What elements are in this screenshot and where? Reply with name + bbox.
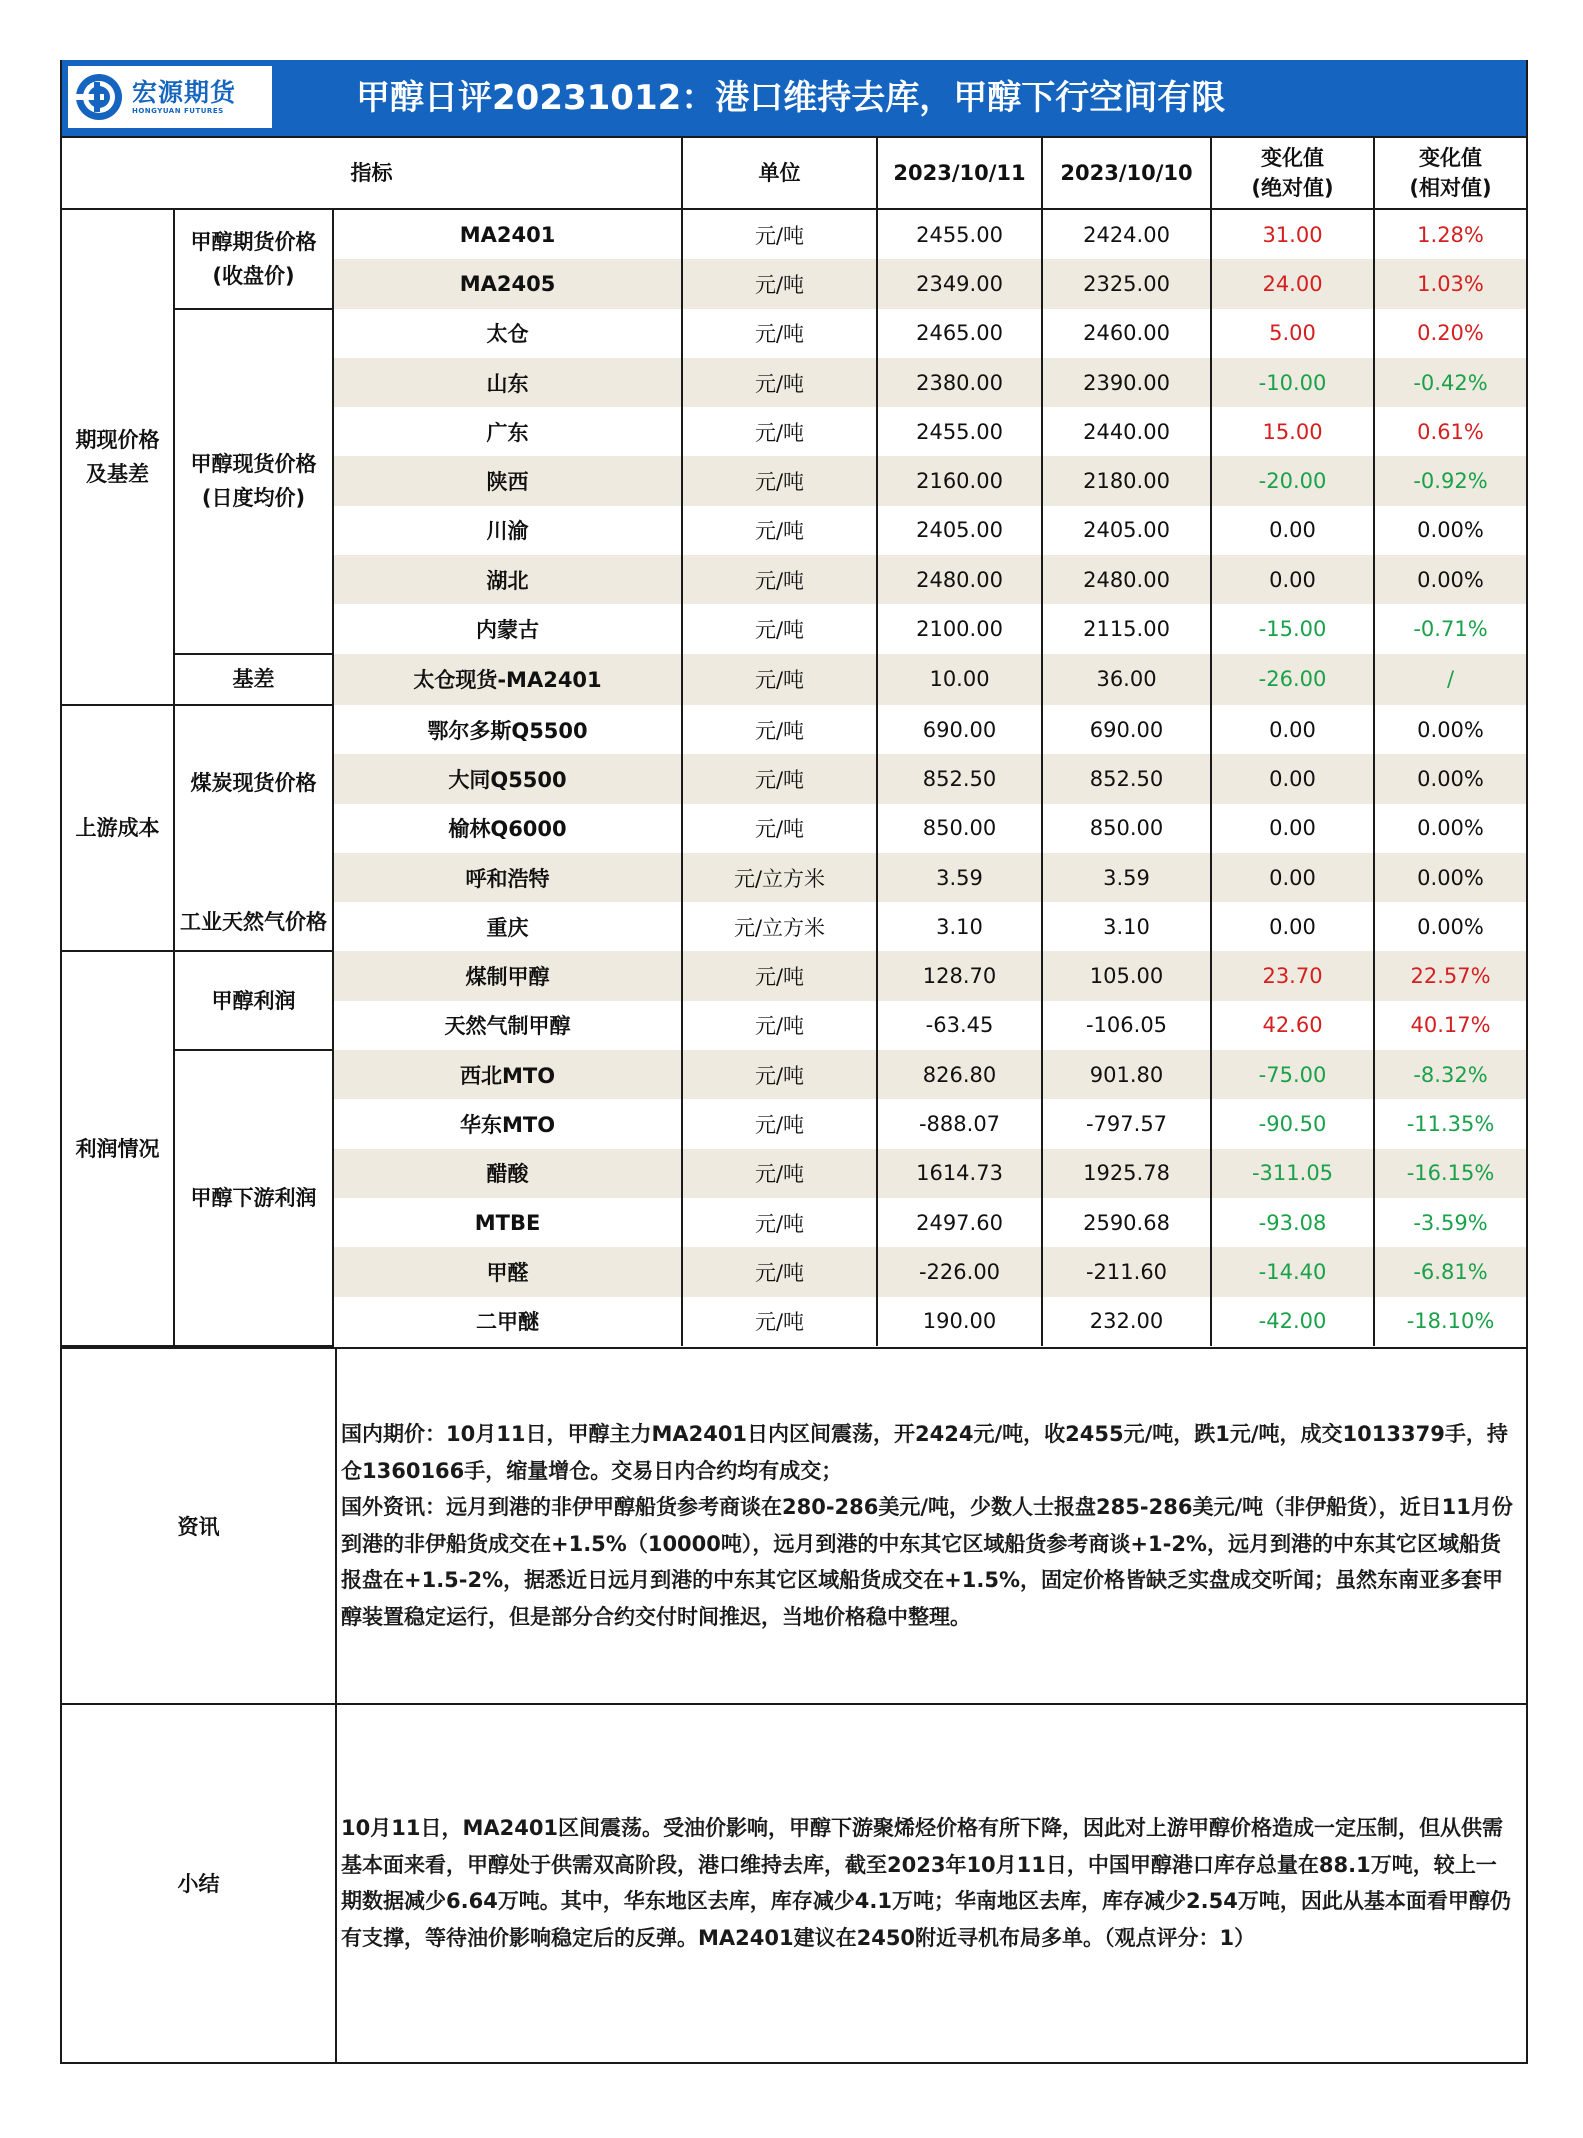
row-change-relative: 0.00% — [1374, 804, 1526, 853]
row-unit-cell: 元/吨 — [682, 951, 877, 1000]
row-change-relative: 0.61% — [1374, 407, 1526, 456]
row-change-absolute: 23.70 — [1211, 951, 1374, 1000]
row-change-absolute: -14.40 — [1211, 1247, 1374, 1296]
row-change-absolute: -93.08 — [1211, 1198, 1374, 1247]
subgroup-cell: 工业天然气价格 — [174, 853, 333, 952]
row-value-previous: 2115.00 — [1042, 604, 1211, 653]
row-value-previous: -106.05 — [1042, 1001, 1211, 1050]
row-name-cell: 太仓现货-MA2401 — [333, 654, 682, 705]
row-value-previous: -211.60 — [1042, 1247, 1211, 1296]
table-header-row — [62, 137, 1526, 209]
row-value-current: 2100.00 — [877, 604, 1042, 653]
column-header-3: 2023/10/10 — [1042, 137, 1211, 209]
row-value-current: 2380.00 — [877, 358, 1042, 407]
row-value-previous: 2590.68 — [1042, 1198, 1211, 1247]
row-name-cell: 华东MTO — [459, 1112, 556, 1137]
row-unit-cell: 元/吨 — [682, 705, 877, 754]
row-change-absolute: 31.00 — [1211, 209, 1374, 259]
row-change-absolute: -311.05 — [1211, 1149, 1374, 1198]
row-unit-cell: 元/立方米 — [682, 853, 877, 902]
row-value-previous: 1925.78 — [1042, 1149, 1211, 1198]
column-header-1: 单位 — [682, 137, 877, 209]
row-change-absolute: 0.00 — [1211, 705, 1374, 754]
row-change-relative: 0.20% — [1374, 309, 1526, 358]
row-unit-cell: 元/吨 — [682, 1099, 877, 1148]
logo-chinese-name: 宏源期货 — [132, 78, 237, 107]
row-value-current: 850.00 — [877, 804, 1042, 853]
row-name-cell: 二甲醚 — [476, 1310, 539, 1335]
subgroup-cell: 甲醇下游利润 — [174, 1050, 333, 1346]
row-change-absolute: 24.00 — [1211, 259, 1374, 308]
row-value-previous: -797.57 — [1042, 1099, 1211, 1148]
report-header — [62, 60, 1526, 136]
summary-text: 10月11日，MA2401区间震荡。受油价影响，甲醇下游聚烯烃价格有所下降，因此对上游甲醇价格造成一定压制，但从供需基本面来看，甲醇处于供需双高阶段，港口维持去库，截至2023年10月11日，中国甲醇港口库存总量在88.1万吨，较上一期数据减少6.64万吨。其中，华东地区去库，库存减少4.1万吨；华南地区去库，库存减少2.54万吨，因此从基本面看甲醇仍有支撑，等待油价影响稳定后的反弹。MA2401建议在2450附近寻机布局多单。（观点评分：1） — [336, 1704, 1526, 2062]
row-value-current: 826.80 — [877, 1050, 1042, 1099]
row-value-current: 2497.60 — [877, 1198, 1042, 1247]
row-change-absolute: 15.00 — [1211, 407, 1374, 456]
row-name-cell: 天然气制甲醇 — [444, 1014, 571, 1039]
row-unit-cell: 元/吨 — [682, 1001, 877, 1050]
row-name-cell: 太仓 — [486, 322, 529, 347]
row-value-current: 128.70 — [877, 951, 1042, 1000]
row-change-relative: 0.00% — [1374, 754, 1526, 803]
row-value-previous: 2325.00 — [1042, 259, 1211, 308]
row-change-relative: 1.28% — [1374, 209, 1526, 259]
row-value-current: 2160.00 — [877, 456, 1042, 505]
row-name-cell: MTBE — [474, 1210, 541, 1235]
row-name-cell: 重庆 — [486, 915, 529, 940]
row-value-previous: 2460.00 — [1042, 309, 1211, 358]
row-unit-cell: 元/吨 — [682, 407, 877, 456]
row-name-cell: 呼和浩特 — [333, 853, 682, 902]
row-value-current: 3.10 — [877, 902, 1042, 951]
row-value-previous: 3.10 — [1042, 902, 1211, 951]
row-change-absolute: 0.00 — [1211, 754, 1374, 803]
row-unit-cell: 元/吨 — [682, 754, 877, 803]
row-change-absolute: -42.00 — [1211, 1297, 1374, 1346]
row-value-current: 852.50 — [877, 754, 1042, 803]
row-name-cell: MA2401 — [459, 222, 556, 247]
row-value-previous: 850.00 — [1042, 804, 1211, 853]
hongyuan-logo-icon — [74, 72, 124, 122]
row-value-current: -226.00 — [877, 1247, 1042, 1296]
subgroup-cell: 甲醇期货价格 (收盘价) — [174, 209, 333, 309]
row-name-cell: 榆林Q6000 — [448, 817, 567, 842]
row-name-cell: 广东 — [486, 420, 529, 445]
table-row — [62, 705, 1526, 754]
row-name-cell: 大同Q5500 — [333, 754, 682, 803]
row-change-absolute: 5.00 — [1211, 309, 1374, 358]
row-change-relative: -0.42% — [1374, 358, 1526, 407]
row-unit-cell: 元/吨 — [682, 555, 877, 604]
row-change-relative: 0.00% — [1374, 506, 1526, 555]
row-value-current: 1614.73 — [877, 1149, 1042, 1198]
row-value-previous: 2424.00 — [1042, 209, 1211, 259]
row-name-cell: 内蒙古 — [476, 618, 539, 643]
indicator-table — [62, 136, 1526, 1347]
report-sheet — [60, 60, 1528, 2064]
row-unit-cell: 元/吨 — [682, 259, 877, 308]
row-name-cell: 西北MTO — [333, 1050, 682, 1099]
row-unit-cell: 元/吨 — [682, 456, 877, 505]
row-value-current: 2405.00 — [877, 506, 1042, 555]
row-name-cell: MA2405 — [333, 259, 682, 308]
company-logo — [68, 66, 272, 128]
row-change-relative: -0.71% — [1374, 604, 1526, 653]
row-name-cell: 醋酸 — [333, 1149, 682, 1198]
row-value-current: 10.00 — [877, 654, 1042, 705]
row-change-absolute: -15.00 — [1211, 604, 1374, 653]
row-unit-cell: 元/吨 — [682, 209, 877, 259]
category-cell: 利润情况 — [62, 951, 174, 1345]
row-change-relative: -8.32% — [1374, 1050, 1526, 1099]
row-name-cell: 湖北 — [333, 555, 682, 604]
category-cell: 期现价格 及基差 — [62, 209, 174, 705]
row-name-cell: 陕西 — [333, 456, 682, 505]
row-change-relative: 22.57% — [1374, 951, 1526, 1000]
category-cell: 上游成本 — [62, 705, 174, 951]
row-value-previous: 36.00 — [1042, 654, 1211, 705]
news-text: 国内期价：10月11日，甲醇主力MA2401日内区间震荡，开2424元/吨，收2455元/吨，跌1元/吨，成交1013379手，持仓1360166手，缩量增仓。交易日内合约均有成交； 国外资讯：远月到港的非伊甲醇船货参考商谈在280-286美元/吨，少数人士报盘285-286美元/吨（非伊船货），近日11月份到港的非伊船货成交在+1.5%（10000吨），远月到港的中东其它区域船货参考商谈+1-2%，远月到港的中东其它区域船货报盘在+1.5-2%，据悉近日远月到港的中东其它区域船货成交在+1.5%，固定价格皆缺乏实盘成交听闻；虽然东南亚多套甲醇装置稳定运行，但是部分合约交付时间推迟，当地价格稳中整理。 — [336, 1348, 1526, 1704]
row-value-previous: 2180.00 — [1042, 456, 1211, 505]
logo-english-name: HONGYUAN FUTURES — [132, 107, 224, 115]
news-label: 资讯 — [62, 1348, 336, 1704]
table-row — [62, 951, 1526, 1000]
row-change-absolute: -75.00 — [1211, 1050, 1374, 1099]
row-change-relative: 1.03% — [1374, 259, 1526, 308]
row-value-previous: 852.50 — [1042, 754, 1211, 803]
row-change-absolute: -26.00 — [1211, 654, 1374, 705]
row-unit-cell: 元/吨 — [682, 1297, 877, 1346]
table-row — [62, 309, 1526, 358]
row-change-absolute: 0.00 — [1211, 853, 1374, 902]
row-value-current: 2465.00 — [877, 309, 1042, 358]
row-change-relative: / — [1374, 654, 1526, 705]
row-change-absolute: 0.00 — [1211, 506, 1374, 555]
table-row — [62, 1050, 1526, 1099]
row-value-current: -63.45 — [877, 1001, 1042, 1050]
row-name-cell: 甲醛 — [333, 1247, 682, 1296]
row-value-previous: 901.80 — [1042, 1050, 1211, 1099]
column-header-4: 变化值 (绝对值) — [1211, 137, 1374, 209]
table-row — [62, 853, 1526, 902]
table-row — [62, 209, 1526, 259]
row-unit-cell: 元/吨 — [682, 604, 877, 653]
row-change-absolute: -20.00 — [1211, 456, 1374, 505]
row-value-current: 2349.00 — [877, 259, 1042, 308]
row-unit-cell: 元/吨 — [682, 654, 877, 705]
row-unit-cell: 元/吨 — [682, 506, 877, 555]
row-value-current: 190.00 — [877, 1297, 1042, 1346]
summary-label: 小结 — [62, 1704, 336, 2062]
row-change-absolute: 0.00 — [1211, 804, 1374, 853]
table-row — [62, 654, 1526, 705]
row-unit-cell: 元/立方米 — [682, 902, 877, 951]
row-unit-cell: 元/吨 — [682, 1198, 877, 1247]
row-change-absolute: -90.50 — [1211, 1099, 1374, 1148]
row-value-previous: 2480.00 — [1042, 555, 1211, 604]
row-change-absolute: 42.60 — [1211, 1001, 1374, 1050]
row-value-previous: 3.59 — [1042, 853, 1211, 902]
row-change-relative: -16.15% — [1374, 1149, 1526, 1198]
row-value-current: -888.07 — [877, 1099, 1042, 1148]
row-change-relative: -0.92% — [1374, 456, 1526, 505]
row-change-relative: -6.81% — [1374, 1247, 1526, 1296]
row-change-relative: 0.00% — [1374, 853, 1526, 902]
commentary-table — [62, 1347, 1526, 2062]
row-change-relative: -11.35% — [1374, 1099, 1526, 1148]
row-name-cell: 煤制甲醇 — [333, 951, 682, 1000]
row-value-previous: 2390.00 — [1042, 358, 1211, 407]
subgroup-cell: 甲醇现货价格 (日度均价) — [174, 309, 333, 654]
column-header-indicator: 指标 — [62, 137, 682, 209]
subgroup-cell: 基差 — [174, 654, 333, 705]
row-change-absolute: 0.00 — [1211, 555, 1374, 604]
row-value-previous: 690.00 — [1042, 705, 1211, 754]
row-value-previous: 2440.00 — [1042, 407, 1211, 456]
row-change-relative: 40.17% — [1374, 1001, 1526, 1050]
row-value-current: 690.00 — [877, 705, 1042, 754]
subgroup-cell: 甲醇利润 — [174, 951, 333, 1050]
row-name-cell: 川渝 — [486, 519, 529, 544]
row-value-previous: 232.00 — [1042, 1297, 1211, 1346]
row-value-current: 2455.00 — [877, 407, 1042, 456]
row-name-cell: 鄂尔多斯Q5500 — [427, 718, 588, 743]
row-unit-cell: 元/吨 — [682, 804, 877, 853]
row-unit-cell: 元/吨 — [682, 358, 877, 407]
row-value-previous: 105.00 — [1042, 951, 1211, 1000]
row-change-relative: 0.00% — [1374, 555, 1526, 604]
row-change-absolute: 0.00 — [1211, 902, 1374, 951]
row-change-absolute: -10.00 — [1211, 358, 1374, 407]
subgroup-cell: 煤炭现货价格 — [174, 705, 333, 853]
row-change-relative: 0.00% — [1374, 902, 1526, 951]
row-change-relative: 0.00% — [1374, 705, 1526, 754]
report-title: 甲醇日评20231012：港口维持去库，甲醇下行空间有限 — [356, 78, 1226, 118]
row-value-previous: 2405.00 — [1042, 506, 1211, 555]
row-name-cell: 山东 — [333, 358, 682, 407]
row-unit-cell: 元/吨 — [682, 1050, 877, 1099]
row-unit-cell: 元/吨 — [682, 1149, 877, 1198]
row-change-relative: -3.59% — [1374, 1198, 1526, 1247]
row-value-current: 3.59 — [877, 853, 1042, 902]
column-header-2: 2023/10/11 — [877, 137, 1042, 209]
row-value-current: 2480.00 — [877, 555, 1042, 604]
column-header-5: 变化值 (相对值) — [1374, 137, 1526, 209]
row-unit-cell: 元/吨 — [682, 309, 877, 358]
row-unit-cell: 元/吨 — [682, 1247, 877, 1296]
row-value-current: 2455.00 — [877, 209, 1042, 259]
row-change-relative: -18.10% — [1374, 1297, 1526, 1346]
